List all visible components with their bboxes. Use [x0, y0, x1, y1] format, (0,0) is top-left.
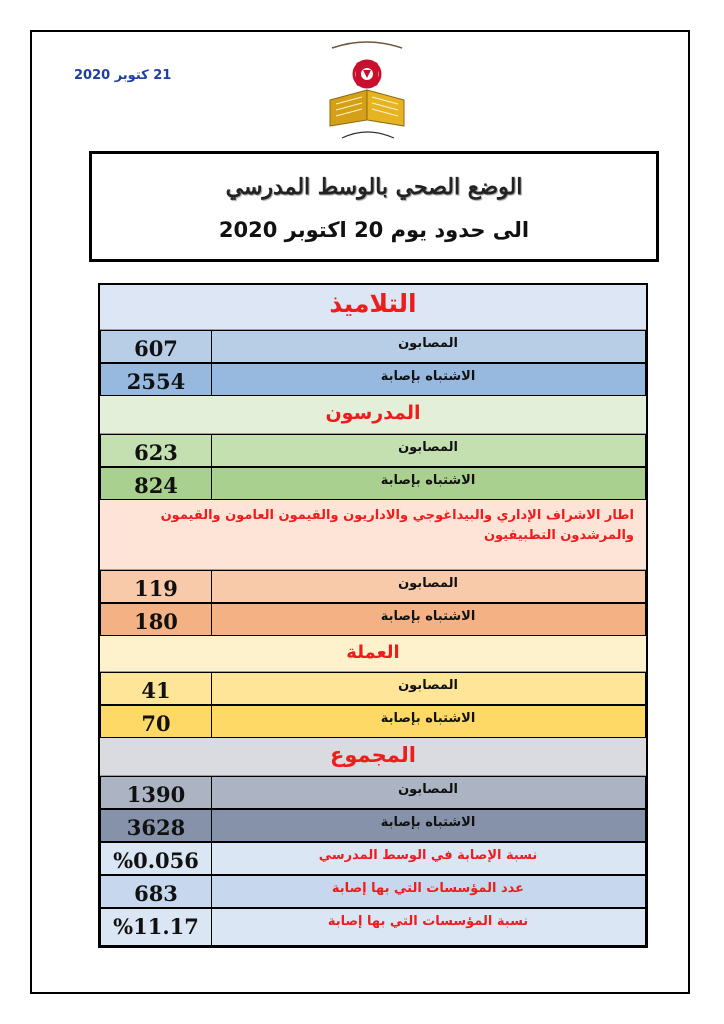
report-title: الوضع الصحي بالوسط المدرسي: [225, 174, 523, 200]
ministry-emblem: [322, 34, 412, 142]
row-label: الاشتباه بإصابة: [210, 603, 646, 636]
total-heading: المجموع: [330, 743, 416, 767]
row-label: المصابون: [210, 776, 646, 809]
infected-institutions-row: [100, 875, 646, 908]
row-value: %11.17: [100, 908, 212, 946]
row-value: 824: [100, 467, 212, 500]
teachers-infected-row: [100, 434, 646, 467]
teachers-suspected-row: [100, 467, 646, 500]
ministry-emblem-icon: [322, 34, 412, 142]
row-value: 623: [100, 434, 212, 467]
row-value: 2554: [100, 363, 212, 396]
row-value: 3628: [100, 809, 212, 842]
title-box: [89, 151, 659, 262]
row-value: %0.056: [100, 842, 212, 875]
row-label: الاشتباه بإصابة: [210, 467, 646, 500]
statistics-table: [98, 283, 648, 948]
row-value: 41: [100, 672, 212, 705]
teachers-section-header: [100, 396, 646, 434]
row-label: نسبة المؤسسات التي بها إصابة: [210, 908, 646, 946]
row-value: 1390: [100, 776, 212, 809]
infection-rate-row: [100, 842, 646, 875]
workers-suspected-row: [100, 705, 646, 738]
row-label: المصابون: [210, 434, 646, 467]
report-subtitle: الى حدود يوم 20 اكتوبر 2020: [218, 218, 530, 242]
staff-infected-row: [100, 570, 646, 603]
staff-suspected-row: [100, 603, 646, 636]
row-value: 607: [100, 330, 212, 363]
students-section-header: [100, 285, 646, 330]
report-date: 21 كتوبر 2020: [74, 68, 172, 83]
teachers-heading: المدرسون: [325, 402, 421, 424]
row-label: نسبة الإصابة في الوسط المدرسي: [210, 842, 646, 875]
row-label: الاشتباه بإصابة: [210, 363, 646, 396]
row-label: المصابون: [210, 672, 646, 705]
row-label: الاشتباه بإصابة: [210, 705, 646, 738]
total-section-header: [100, 738, 646, 776]
workers-section-header: [100, 636, 646, 672]
workers-infected-row: [100, 672, 646, 705]
institutions-rate-row: [100, 908, 646, 946]
total-suspected-row: [100, 809, 646, 842]
staff-section-header: [100, 500, 646, 570]
total-infected-row: [100, 776, 646, 809]
row-label: الاشتباه بإصابة: [210, 809, 646, 842]
row-value: 119: [100, 570, 212, 603]
row-label: المصابون: [210, 570, 646, 603]
students-heading: التلاميذ: [329, 289, 417, 318]
row-value: 683: [100, 875, 212, 908]
workers-heading: العملة: [346, 642, 400, 663]
row-label: عدد المؤسسات التي بها إصابة: [210, 875, 646, 908]
row-label: المصابون: [210, 330, 646, 363]
staff-heading: اطار الاشراف الإداري والبيداغوجي والاداريون والقيمون العامون والقيمون والمرشدون التطبيقيون: [160, 508, 634, 543]
students-infected-row: [100, 330, 646, 363]
row-value: 70: [100, 705, 212, 738]
students-suspected-row: [100, 363, 646, 396]
row-value: 180: [100, 603, 212, 636]
